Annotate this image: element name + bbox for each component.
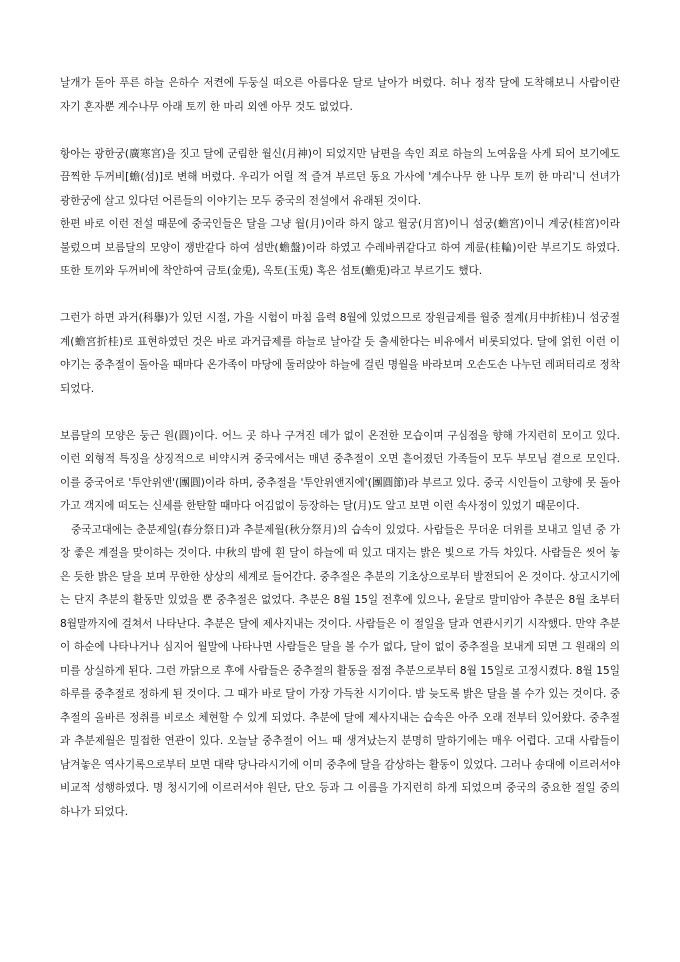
paragraph-civil-exam: 그런가 하면 과거(科擧)가 있던 시절, 가을 시험이 마침 음력 8월에 있었으므로 장원급제를 월중 절계(月中折桂)니 섬궁절계(蟾宮折桂)로 표현하였던 것은 바로 과거급제를 하늘로 날아갈 듯 출세한다는 비유에서 비롯되었다. 달에 얽힌 이런 이야기는 중추절이 돌아올 때마다 온가족이 마당에 둘러앉아 하늘에 걸린 명월을 바라보며 오손도손 나누던 레퍼터리로 정착되었다. (60, 312, 620, 395)
paragraph-gap (60, 284, 620, 308)
paragraph-moon-names: 한편 바로 이런 전설 때문에 중국인들은 달을 그냥 월(月)이라 하지 않고 월궁(月宮)이니 섬궁(蟾宮)이니 계궁(桂宮)이라 불렀으며 보름달의 모양이 쟁반같다 하여 섬반(蟾盤)이라 하였고 수레바퀴같다고 하여 계륜(桂輪)이란 부르기도 하였다. 또한 토끼와 두꺼비에 착안하여 금토(金兎), 옥토(玉兎) 혹은 섬토(蟾兎)라고 부르기도 했다. (60, 218, 620, 277)
paragraph-mid-autumn-origin: 중국고대에는 춘분제일(春分祭日)과 추분제월(秋分祭月)의 습속이 있었다. 사람들은 무더운 더위를 보내고 일년 중 가장 좋은 계절을 맞이하는 것이다. 中秋의 밤에 흰 달이 하늘에 떠 있고 대지는 밝은 빛으로 가득 차있다. 사람들은 씻어 놓은 듯한 밝은 달을 보며 무한한 상상의 세계로 들어간다. 중추절은 추분의 기초상으로부터 발전되어 온 것이다. 상고시기에는 단지 추분의 활동만 있었을 뿐 중추절은 없었다. 추분은 8월 15일 전후에 있으나, 윤달로 말미암아 추분은 8월 초부터 8월말까지에 걸쳐서 나타난다. 추분은 달에 제사지내는 것이다. 사람들은 이 절일을 달과 연관시키기 시작했다. 만약 추분이 하순에 나타나거나 심지어 월말에 나타나면 사람들은 달을 볼 수가 없다, 달이 없이 중추절을 보내게 되면 그 원래의 의미를 상실하게 된다. 그런 까닭으로 후에 사람들은 중추절의 활동을 점점 추분으로부터 8월 15일로 고정시켰다. 8월 15일 하루를 중추절로 정하게 된 것이다. 그 때가 바로 달이 가장 가득찬 시기이다. 밤 늦도록 밝은 달을 볼 수가 있는 것이다. 중추절의 올바른 정취를 비로소 체현할 수 있게 되었다. 추분에 달에 제사지내는 습속은 아주 오래 전부터 있어왔다. 중추절과 추분제월은 밀접한 연관이 있다. 오늘날 중추절이 어느 때 생겨났는지 분명히 말하기에는 매우 어렵다. 고대 사람들이 남겨놓은 역사기록으로부터 보면 대략 당나라시기에 이미 중추에 달을 감상하는 활동이 있었다. 그러나 송대에 이르러서야 비교적 성행하였다. 명 청시기에 이르러서야 원단, 단오 등과 그 이름을 가지런히 하게 되었으며 중국의 중요한 절일 중의 하나가 되었다. (60, 523, 620, 818)
paragraph-hang-e-legend: 항아는 광한궁(廣寒宮)을 짓고 달에 군림한 월신(月神)이 되었지만 남편을 속인 죄로 하늘의 노여움을 사게 되어 보기에도 끔찍한 두꺼비[蟾(섬)]로 변해 버렸다. 우리가 어릴 적 즐겨 부르던 동요 가사에 '계수나무 한 나무 토끼 한 마리'니 선녀가 광한궁에 살고 있다던 어른들의 이야기는 모두 중국의 전설에서 유래된 것이다. (60, 147, 620, 207)
paragraph-full-moon-reunion: 보름달의 모양은 둥근 원(圓)이다. 어느 곳 하나 구겨진 데가 없이 온전한 모습이며 구심점을 향해 가지런히 모이고 있다. 이런 외형적 특징을 상징적으로 비약시켜 중국에서는 매년 중추절이 오면 흩어졌던 가족들이 모두 부모님 곁으로 모인다. 이를 중국어로 '투안위앤'(團圓)이라 하며, 중추절을 '투안위앤지에'(團圓節)라 부르고 있다. 중국 시인들이 고향에 못 돌아가고 객지에 떠도는 신세를 한탄할 때마다 어김없이 등장하는 달(月)도 알고 보면 이런 속사정이 있었기 때문이다. (60, 429, 620, 512)
paragraph-moon-flight: 날개가 돋아 푸른 하늘 은하수 저켠에 두둥실 떠오른 아름다운 달로 날아가 버렸다. 허나 정작 달에 도착해보니 사람이란 자기 혼자뿐 계수나무 아래 토끼 한 마리 외엔 아무 것도 없었다. (60, 77, 620, 113)
paragraph-gap (60, 119, 620, 143)
paragraph-gap (60, 401, 620, 425)
